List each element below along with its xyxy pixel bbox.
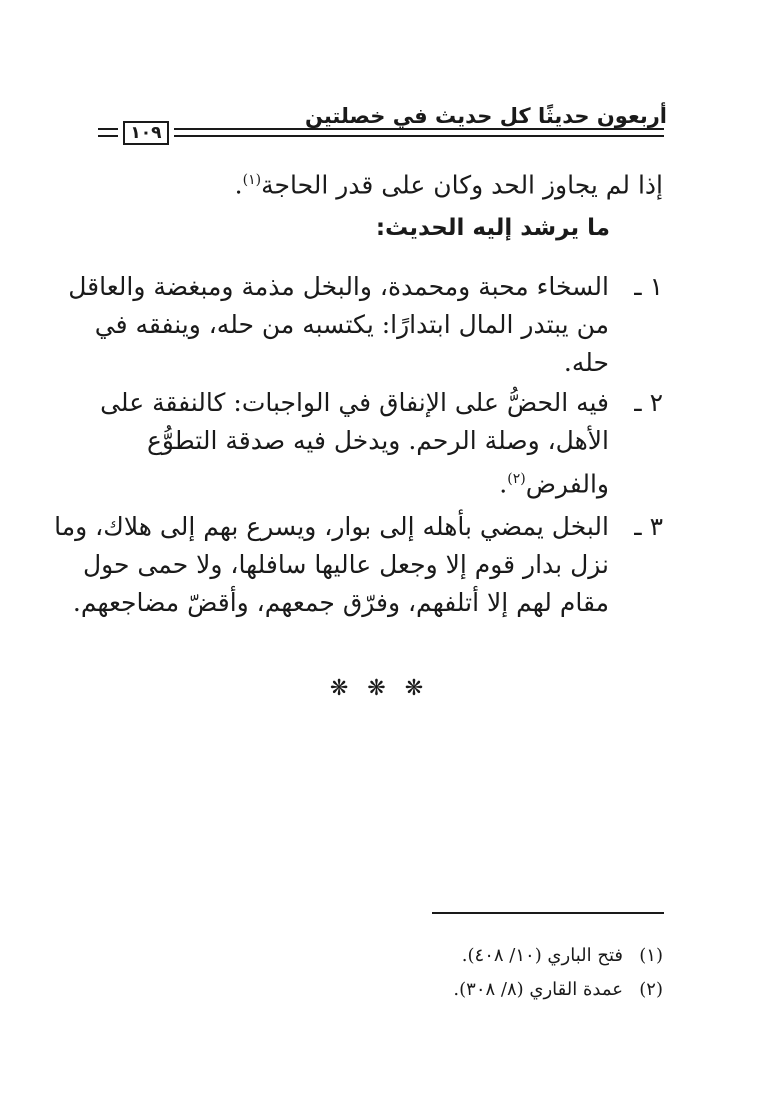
footnote-divider [432,912,664,914]
item-line-end: . [499,469,508,499]
footnote-mark: (١) [639,945,663,966]
item-number: ١ ـ [634,272,663,301]
running-header-title: أربعون حديثًا كل حديث في خصلتين [304,104,667,128]
header-rule-right-top [174,128,664,130]
item-line: فيه الحضُّ على الإنفاق في الواجبات: كالنفقة على [100,388,609,417]
item-line: الأهل، وصلة الرحم. ويدخل فيه صدقة التطوُّع [146,426,609,455]
footnote-text: عمدة القاري (٨/ ٣٠٨). [453,979,623,1000]
intro-text: إذا لم يجاوز الحد وكان على قدر الحاجة [261,170,663,200]
footnote-2 [453,978,663,1002]
footnote-ref-2: (٢) [507,471,526,487]
footnote-text: فتح الباري (١٠/ ٤٠٨). [461,945,623,966]
item-line: نزل بدار قوم إلا وجعل عاليها سافلها، ولا حمى حول [82,550,609,579]
item-line: البخل يمضي بأهله إلى بوار، ويسرع بهم إلى هلاك، وما [54,512,609,541]
item-line [499,464,609,499]
page-number: ١٠٩ [123,121,169,145]
intro-line [235,165,663,200]
item-line: مقام لهم إلا أتلفهم، وفرّق جمعهم، وأقضّ مضاجعهم. [72,588,609,617]
item-line: حله. [563,348,609,377]
section-heading: ما يرشد إليه الحديث: [375,215,610,241]
item-number: ٣ ـ [634,512,663,541]
item-number: ٢ ـ [634,388,663,417]
item-line: السخاء محبة ومحمدة، والبخل مذمة ومبغضة والعاقل [68,272,609,301]
header-rule-right-bottom [174,135,664,137]
item-line: من يبتدر المال ابتدارًا: يكتسبه من حله، وينفقه في [94,310,609,339]
footnote-ref-1: (١) [242,172,262,188]
item-line-text: والفرض [525,469,609,499]
header-rule-left-top [98,128,118,130]
section-separator: ❋ ❋ ❋ [329,676,430,701]
footnote-mark: (٢) [639,979,663,1000]
intro-end: . [234,170,243,200]
footnote-1 [462,944,663,968]
header-rule-left-bottom [98,135,118,137]
